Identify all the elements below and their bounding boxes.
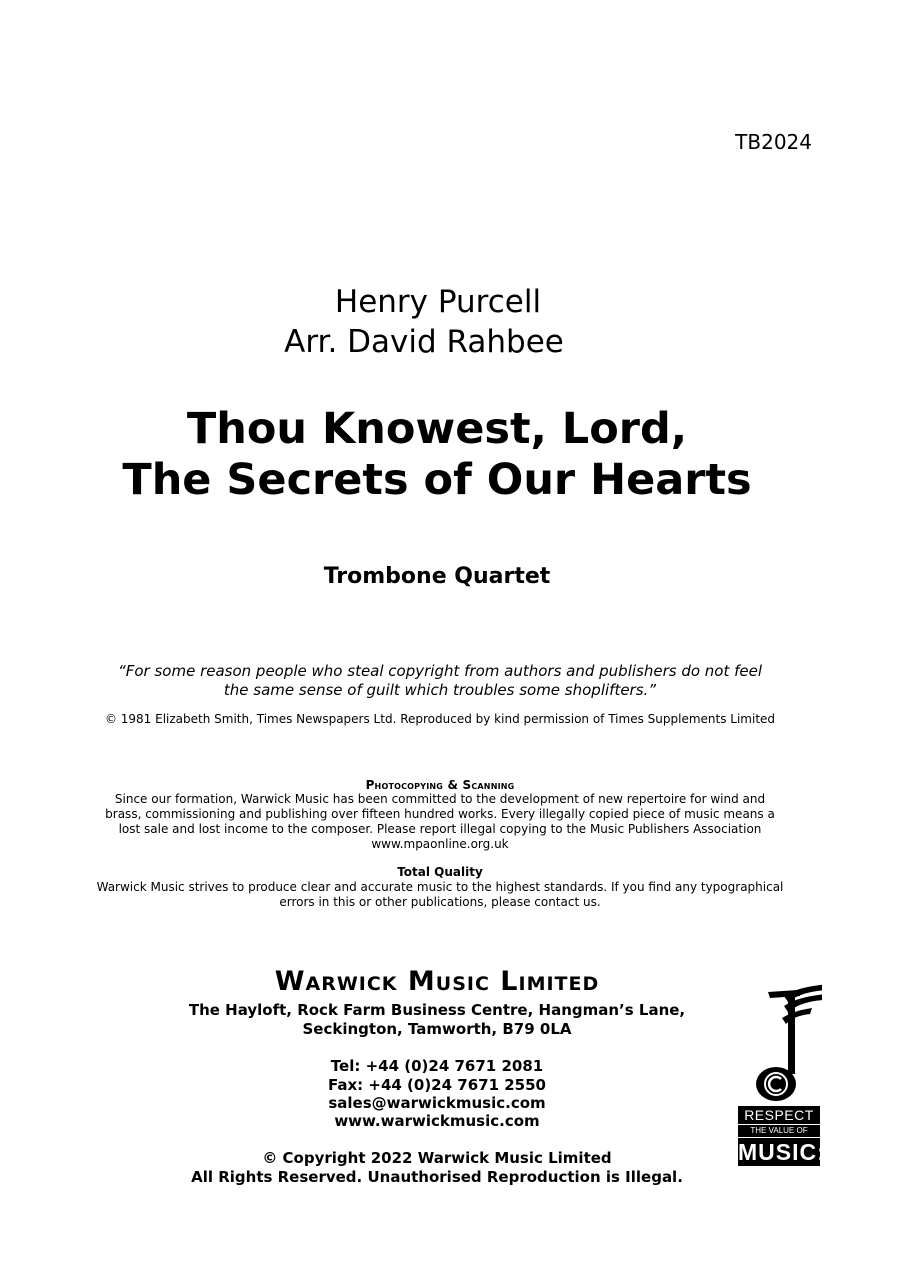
- copyright-notice: © Copyright 2022 Warwick Music Limited: [262, 1149, 612, 1167]
- total-quality-heading: Total Quality: [397, 865, 483, 879]
- catalog-number: TB2024: [735, 130, 812, 154]
- logo-music-text: MUSIC:: [738, 1139, 826, 1165]
- composer: Henry Purcell: [334, 284, 542, 320]
- publisher-name: Warwick Music Limited: [274, 966, 600, 997]
- publisher-email[interactable]: sales@warwickmusic.com: [328, 1094, 546, 1112]
- quote-line-1: “For some reason people who steal copyright from authors and publishers do not feel: [117, 662, 763, 680]
- respect-music-logo: [738, 982, 826, 1168]
- instrumentation: Trombone Quartet: [323, 564, 551, 589]
- title-line-2: The Secrets of Our Hearts: [122, 455, 752, 505]
- rights-notice: All Rights Reserved. Unauthorised Reproduction is Illegal.: [191, 1168, 683, 1186]
- music-note-copyright-icon: [738, 982, 822, 1106]
- publisher-fax: Fax: +44 (0)24 7671 2550: [327, 1076, 546, 1094]
- logo-value-text: THE VALUE OF: [738, 1125, 820, 1137]
- logo-respect-text: RESPECT: [738, 1106, 820, 1124]
- arranger: Arr. David Rahbee: [284, 324, 564, 360]
- photocopying-text: Since our formation, Warwick Music has been committed to the development of new repertoire for wind and brass, commissioning and publishing over fifteen hundred works. Every illegally copied piece of music means a lost sale and lost income to the composer. Please report illegal copying to the Music Publishers Association www.mpaonline.org.uk: [105, 792, 775, 851]
- photocopying-heading: Photocopying & Scanning: [365, 778, 515, 792]
- publisher-website[interactable]: www.warwickmusic.com: [334, 1112, 540, 1130]
- publisher-tel: Tel: +44 (0)24 7671 2081: [330, 1057, 544, 1075]
- quote-line-2: the same sense of guilt which troubles some shoplifters.”: [223, 681, 657, 699]
- publisher-address-line-1: The Hayloft, Rock Farm Business Centre, Hangman’s Lane,: [188, 1001, 686, 1019]
- publisher-address-line-2: Seckington, Tamworth, B79 0LA: [302, 1020, 572, 1038]
- title-line-1: Thou Knowest, Lord,: [186, 404, 688, 454]
- quote-credit: © 1981 Elizabeth Smith, Times Newspapers Ltd. Reproduced by kind permission of Times Supplements Limited: [104, 712, 776, 726]
- total-quality-text: Warwick Music strives to produce clear and accurate music to the highest standards. If you find any typographical errors in this or other publications, please contact us.: [96, 880, 784, 909]
